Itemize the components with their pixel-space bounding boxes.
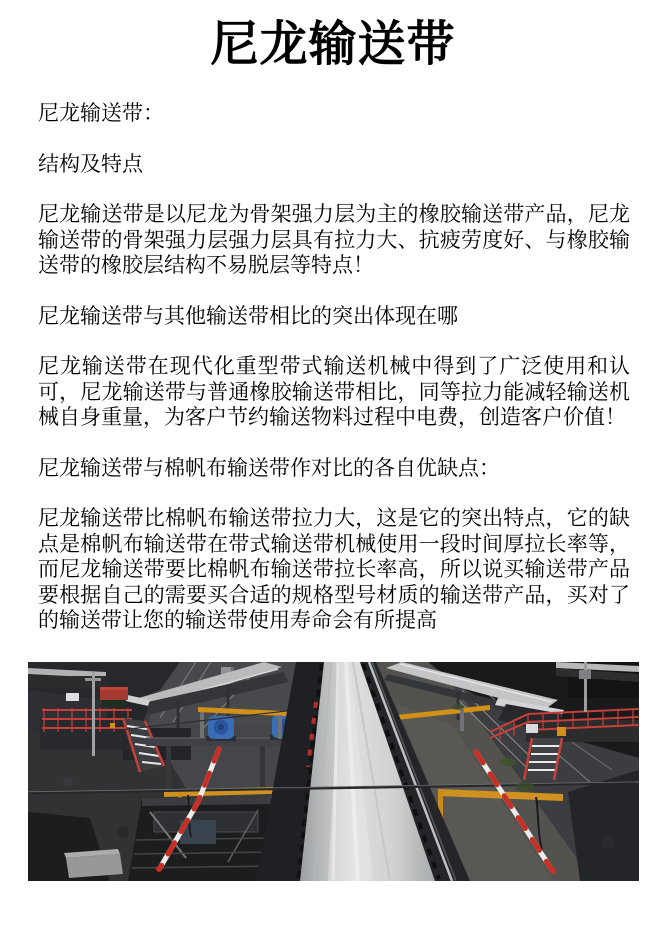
section-heading-comparison: 尼龙输送带与其他输送带相比的突出体现在哪: [38, 304, 458, 328]
section-heading-cotton-comparison: 尼龙输送带与棉帆布输送带作对比的各自优缺点：: [38, 456, 500, 480]
paragraph-structure-features: 尼龙输送带是以尼龙为骨架强力层为主的橡胶输送带产品，尼龙输送带的骨架强力层强力层具有拉力大、抗疲劳度好、与橡胶输送带的橡胶层结构不易脱层等特点！: [38, 203, 630, 277]
conveyor-site-illustration: [28, 662, 639, 881]
section-heading-structure: 结构及特点: [38, 152, 143, 176]
coal-hopper: [128, 796, 278, 881]
conveyor-site-photo: [28, 662, 639, 881]
intro-label: 尼龙输送带：: [38, 102, 164, 125]
article-body: [38, 101, 630, 634]
page-title: [0, 14, 666, 76]
right-stairs: [524, 738, 562, 780]
concrete-block: [64, 849, 123, 878]
paragraph-cotton-comparison: 尼龙输送带比棉帆布输送带拉力大，这是它的突出特点，它的缺点是棉帆布输送带在带式输送带机械使用一段时间厚拉长率等，而尼龙输送带要比棉帆布输送带拉长率高，所以说买输送带产品要根据自己的需要买合适的规格型号材质的输送带产品，买对了的输送带让您的输送带使用寿命会有所提高: [38, 507, 630, 632]
paragraph-usage-advantages: 尼龙输送带在现代化重型带式输送机械中得到了广泛使用和认可，尼龙输送带与普通橡胶输送带相比，同等拉力能减轻输送机械自身重量，为客户节约输送物料过程中电费，创造客户价值！: [38, 355, 630, 429]
page-title-text: 尼龙输送带: [210, 18, 456, 71]
